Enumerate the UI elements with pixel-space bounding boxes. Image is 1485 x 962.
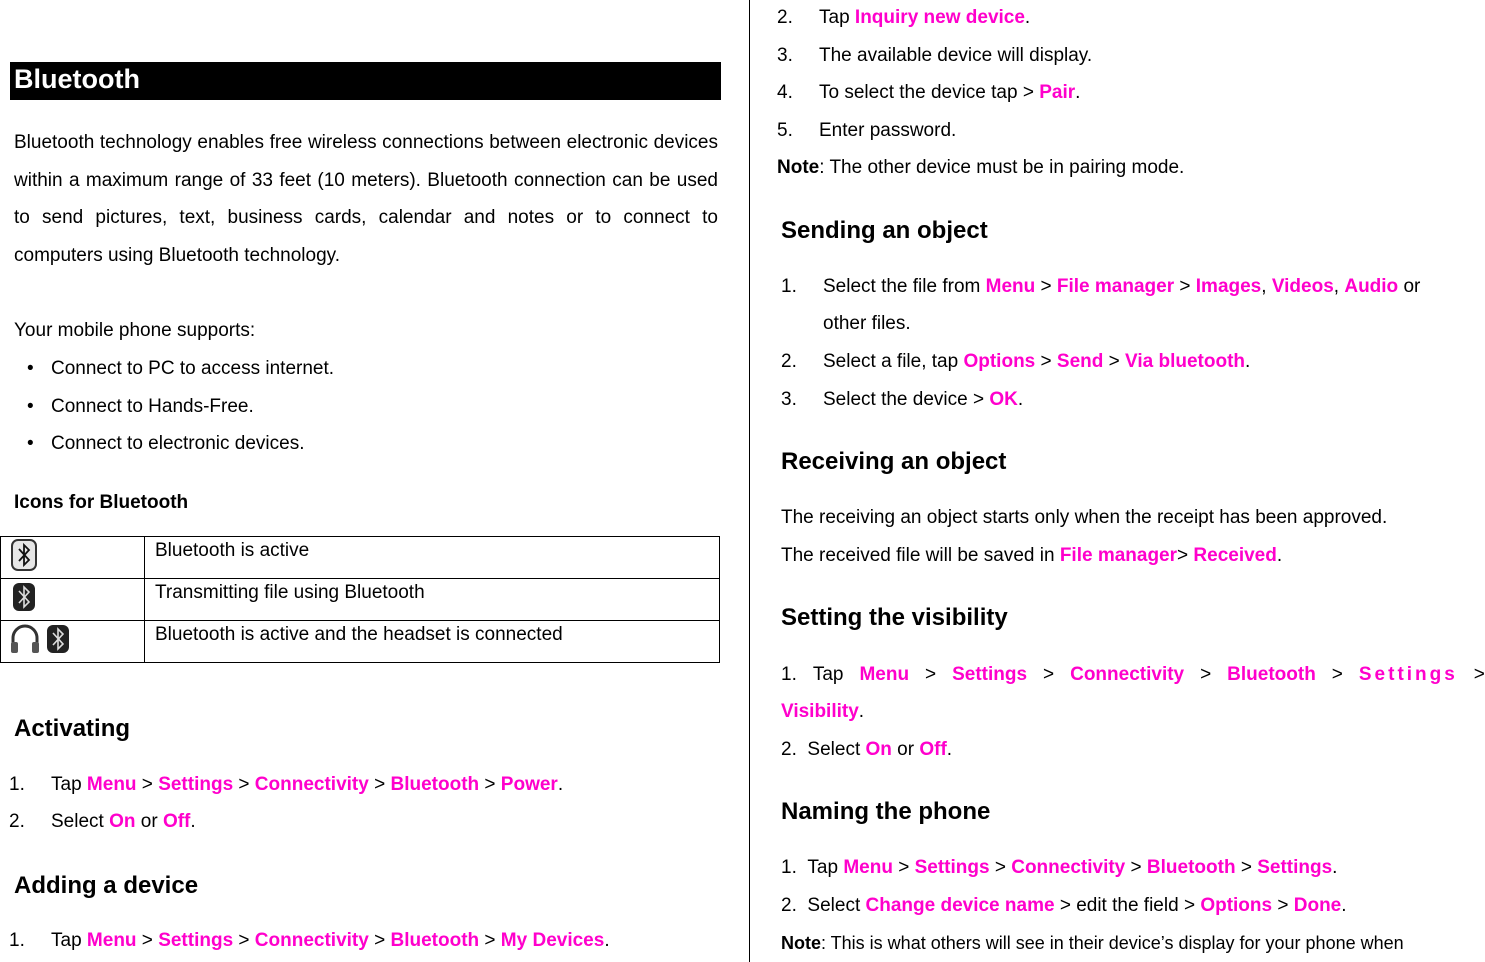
table-row bbox=[1, 621, 720, 663]
step-number: 2. bbox=[781, 351, 797, 372]
adding-step-1: Tap Menu > Settings > Connectivity > Bluetooth > My Devices. bbox=[51, 930, 610, 951]
step-number: 2. bbox=[777, 7, 793, 28]
icon-description: Bluetooth is active and the headset is connected bbox=[145, 621, 720, 663]
bullet-icon: • bbox=[27, 433, 34, 454]
visibility-step-1-continued: Visibility. bbox=[781, 701, 865, 722]
headset-bluetooth-icon bbox=[9, 622, 73, 656]
sending-heading: Sending an object bbox=[781, 217, 988, 244]
icon-cell bbox=[1, 621, 145, 663]
naming-note: Note: This is what others will see in their device’s display for your phone when bbox=[781, 933, 1404, 953]
step-number: 1. bbox=[9, 774, 25, 795]
receiving-line-2: The received file will be saved in File manager> Received. bbox=[781, 545, 1283, 566]
step-number: 1. bbox=[9, 930, 25, 951]
visibility-heading: Setting the visibility bbox=[781, 604, 1008, 631]
visibility-step-2: 2. Select On or Off. bbox=[781, 739, 953, 760]
bluetooth-transmitting-icon bbox=[9, 580, 39, 614]
icon-cell bbox=[1, 579, 145, 621]
visibility-step-1: 1. Tap Menu > Settings > Connectivity > Bluetooth > Settings > bbox=[781, 664, 1485, 685]
supports-label: Your mobile phone supports: bbox=[14, 320, 256, 341]
naming-step-1: 1. Tap Menu > Settings > Connectivity > Bluetooth > Settings. bbox=[781, 857, 1338, 878]
bullet-icon: • bbox=[27, 358, 34, 379]
receiving-heading: Receiving an object bbox=[781, 448, 1007, 475]
adding-heading: Adding a device bbox=[14, 872, 199, 899]
activating-step-1: Tap Menu > Settings > Connectivity > Bluetooth > Power. bbox=[51, 774, 564, 795]
icon-cell bbox=[1, 537, 145, 579]
activating-step-2: Select On or Off. bbox=[51, 811, 196, 832]
step-number: 5. bbox=[777, 120, 793, 141]
step-number: 4. bbox=[777, 82, 793, 103]
naming-step-2: 2. Select Change device name > edit the field > Options > Done. bbox=[781, 895, 1347, 916]
step-number: 3. bbox=[781, 389, 797, 410]
naming-heading: Naming the phone bbox=[781, 798, 991, 825]
page-title: Bluetooth bbox=[14, 64, 140, 94]
adding-step-2: Tap Inquiry new device. bbox=[819, 7, 1031, 28]
section-title-bar bbox=[10, 62, 721, 100]
bullet-item: Connect to PC to access internet. bbox=[51, 358, 335, 379]
adding-step-4: To select the device tap > Pair. bbox=[819, 82, 1081, 103]
step-number: 1. bbox=[781, 276, 797, 297]
bullet-icon: • bbox=[27, 396, 34, 417]
bullet-item: Connect to electronic devices. bbox=[51, 433, 305, 454]
icon-description: Bluetooth is active bbox=[145, 537, 720, 579]
bluetooth-active-icon bbox=[9, 538, 39, 572]
sending-step-3: Select the device > OK. bbox=[823, 389, 1024, 410]
column-divider bbox=[749, 0, 750, 962]
adding-step-3: The available device will display. bbox=[819, 45, 1093, 66]
table-row bbox=[1, 537, 720, 579]
sending-step-1: Select the file from Menu > File manager > Images, Videos, Audio or bbox=[823, 276, 1421, 297]
sending-step-1-continued: other files. bbox=[823, 313, 911, 334]
pairing-note: Note: The other device must be in pairing mode. bbox=[777, 157, 1185, 178]
icons-table bbox=[0, 536, 720, 663]
adding-step-5: Enter password. bbox=[819, 120, 957, 141]
activating-heading: Activating bbox=[14, 715, 131, 742]
sending-step-2: Select a file, tap Options > Send > Via bluetooth. bbox=[823, 351, 1251, 372]
icon-description: Transmitting file using Bluetooth bbox=[145, 579, 720, 621]
step-number: 2. bbox=[9, 811, 25, 832]
icons-heading: Icons for Bluetooth bbox=[14, 492, 189, 513]
step-number: 3. bbox=[777, 45, 793, 66]
bullet-item: Connect to Hands-Free. bbox=[51, 396, 254, 417]
table-row bbox=[1, 579, 720, 621]
receiving-line-1: The receiving an object starts only when the receipt has been approved. bbox=[781, 507, 1388, 528]
intro-paragraph: Bluetooth technology enables free wireless connections between electronic devices within a maximum range of 33 feet (10 meters). Bluetooth connection can be used to send pictures, text, business cards, calendar and notes or to connect to computers using Bluetooth technology. bbox=[14, 132, 718, 266]
